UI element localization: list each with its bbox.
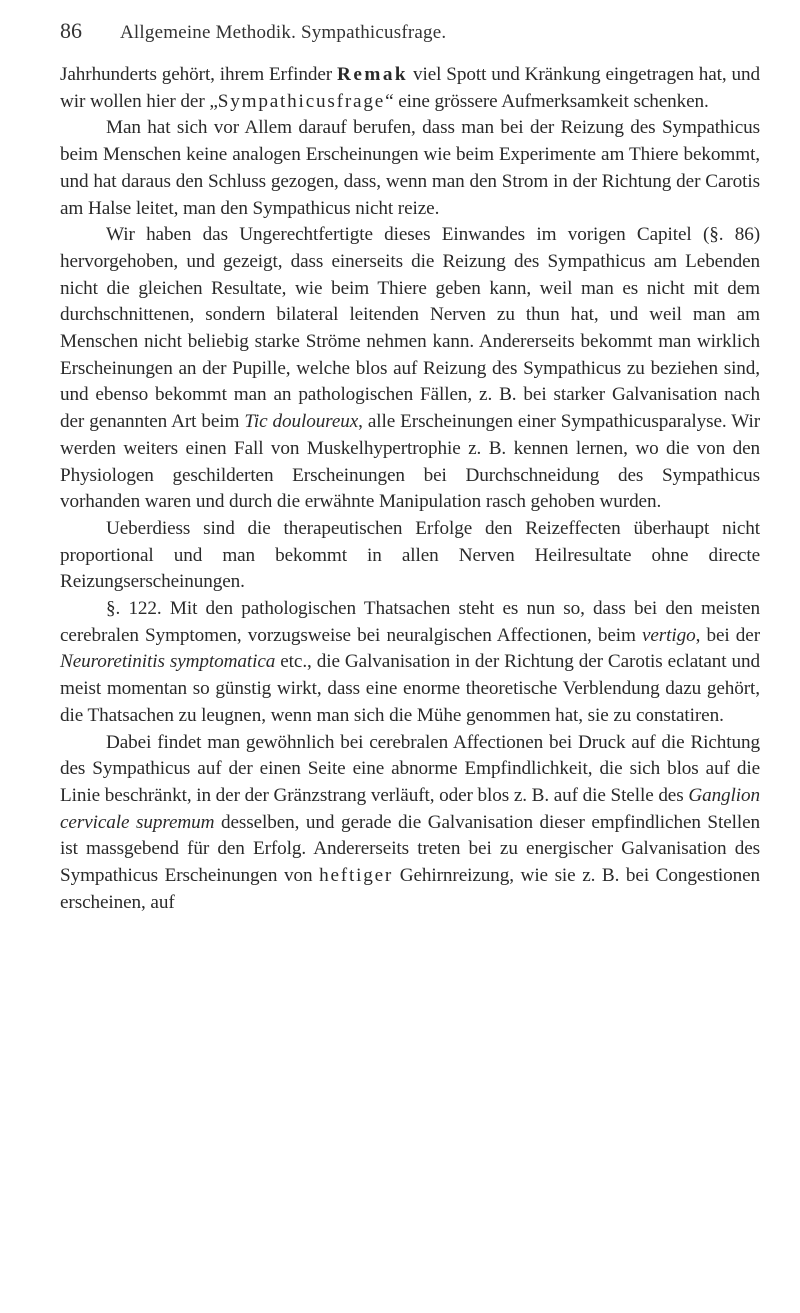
paragraph-2: Man hat sich vor Allem darauf berufen, dass man bei der Reizung des Sympathicus beim Menschen keine analogen Erscheinungen wie beim Experimente am Thiere bekommt, und hat daraus den Schluss gezogen, dass, wenn man den Strom in der Richtung der Carotis am Halse leitet, man den Sympathicus nicht reize. [60,117,760,219]
text-run: etc., die Galvanisation in der Richtung der Carotis eclatant und meist momentan so günstig wirkt, dass eine enorme theoretische Verblendung dazu gehört, die Thatsachen zu leugnen, wenn man sich die Mühe genommen hat, sie zu constatiren. [60,651,761,726]
author-name: Remak [336,64,409,85]
italic-term: Tic douloureux [244,411,359,433]
emphasis-term: heftiger [319,865,394,887]
paragraph-4: Ueberdiess sind die therapeutischen Erfolge den Reizeffecten überhaupt nicht proportional und man bekommt in allen Nerven Heilresultate ohne directe Reizungserscheinungen. [60,517,760,593]
page-number: 86 [60,18,82,43]
text-run: §. 122. Mit den pathologischen Thatsachen steht es nun so, dass bei den meisten cerebralen Symptomen, vorzugsweise bei neuralgischen Affectionen, beim [60,598,760,646]
body-text [60,62,760,917]
text-run: “ eine grössere Aufmerksamkeit schenken. [385,90,709,112]
text-run: , alle Erscheinungen einer Sympathicusparalyse. Wir werden weiters einen Fall von Muskelhypertrophie z. B. kennen lernen, wo die von den Physiologen geschilderten Erscheinungen bei Durchschneidung des Sympathicus vorhanden waren und durch die erwähnte Manipulation rasch gehoben wurden. [60,411,760,513]
italic-term: vertigo [641,624,696,646]
running-head-title: Allgemeine Methodik. Sympathicusfrage. [120,22,447,43]
paragraph-1 [60,62,760,115]
text-run: desselben, und gerade die Galvanisation dieser empfindlichen Stellen ist massgebend für den Erfolg. Andererseits treten bei zu energischer Galvanisation des Sympathicus Erscheinungen von [60,811,760,887]
emphasis-term: Sympathicusfrage [217,90,386,112]
paragraph-5-section-122 [60,596,760,730]
text-run: viel Spott und Kränkung eingetragen hat, und wir wollen hier der „ [60,64,760,112]
running-head [60,18,760,62]
text-run: Dabei findet man gewöhnlich bei cerebralen Affectionen bei Druck auf die Richtung des Sympathicus auf der einen Seite eine abnorme Empfindlichkeit, die sich blos auf die Linie beschränkt, in der der Gränzstrang verläuft, oder blos z. B. auf die Stelle des [60,731,760,806]
text-run: , bei der [695,624,760,646]
paragraph-6 [60,730,760,917]
italic-term: Neuroretinitis symptomatica [60,651,276,673]
italic-term: Ganglion cervicale supremum [60,784,760,833]
text-run: Gehirnreizung, wie sie z. B. bei Congestionen erscheinen, auf [60,865,760,913]
paragraph-3 [60,222,760,516]
text-run: Wir haben das Ungerechtfertigte dieses Einwandes im vorigen Capitel (§. 86) hervorgehoben, und gezeigt, dass einerseits die Reizung des Sympathicus am Lebenden nicht die gleichen Resultate, wie beim Thiere geben kann, weil man es nicht mit dem durchschnittenen, sondern bilateral leitenden Nerven zu thun hat, und weil man am Menschen nicht beliebig starke Ströme nehmen kann. Andererseits bekommt man wirklich Erscheinungen an der Pupille, welche blos auf Reizung des Sympathicus zu beziehen sind, und ebenso bekommt man an pathologischen Fällen, z. B. bei starker Galvanisation nach der genannten Art beim [60,224,760,433]
text-run: Jahrhunderts gehört, ihrem Erfinder [60,64,337,85]
